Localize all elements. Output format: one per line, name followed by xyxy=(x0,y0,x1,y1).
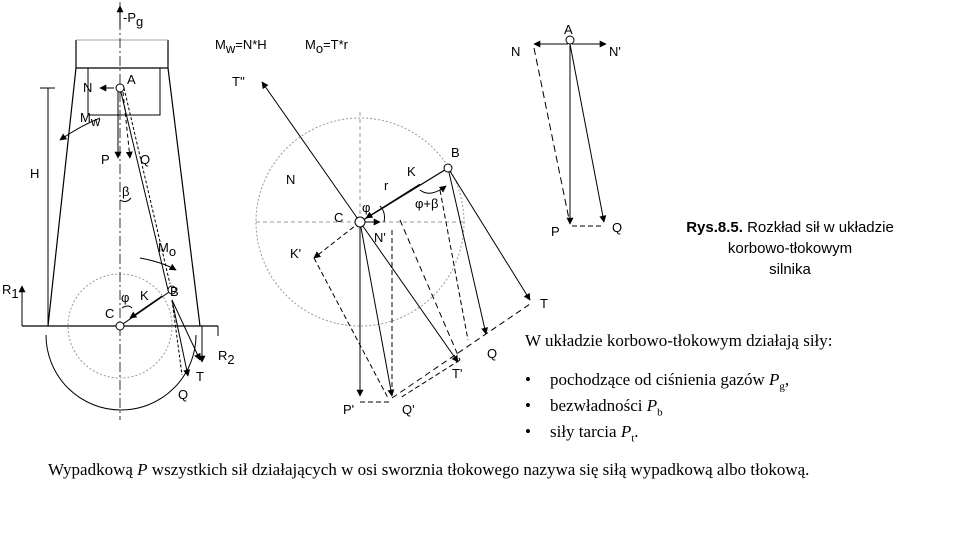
a-right-label: A xyxy=(564,22,573,37)
phi-middle-label: φ xyxy=(362,200,371,215)
formula-mw: Mw=N*H xyxy=(215,37,267,56)
list-item xyxy=(525,393,789,419)
mo-label: Mo xyxy=(158,240,177,259)
caption-text-1: Rozkład sił w układzie xyxy=(747,219,894,236)
r1-label: R1 xyxy=(2,282,19,301)
b-middle-label: B xyxy=(451,145,460,160)
force-subscript: g xyxy=(779,380,785,393)
r2-label: R2 xyxy=(218,348,235,367)
q-middle-label: Q xyxy=(487,346,498,361)
summary-after: wszystkich sił działających w osi sworznia tłokowego nazywa się siłą wypadkową albo tłokową. xyxy=(147,460,810,479)
list-item xyxy=(525,419,789,445)
bullet: • xyxy=(525,396,531,415)
phi-beta-label: φ+β xyxy=(415,196,439,211)
mw-label: Mw xyxy=(80,110,101,129)
p-prime-label: P' xyxy=(343,402,355,417)
summary-paragraph xyxy=(48,458,908,482)
r-label: r xyxy=(384,178,389,193)
crank-mechanism xyxy=(22,2,218,420)
c-middle-label: C xyxy=(334,210,344,225)
force-end: . xyxy=(634,422,639,441)
list-item xyxy=(525,367,789,393)
force-symbol: P xyxy=(620,422,632,441)
forces-list xyxy=(525,367,789,445)
caption-line-2: korbowo-tłokowym xyxy=(727,240,853,257)
b-left-label: B xyxy=(170,284,179,299)
phi-left-label: φ xyxy=(121,290,130,305)
force-text: siły tarcia xyxy=(550,422,621,441)
force-triangle xyxy=(534,36,606,226)
summary-before: Wypadkową xyxy=(48,460,138,479)
bullet: • xyxy=(525,370,531,389)
force-text: pochodzące od ciśnienia gazów xyxy=(550,370,770,389)
t-prime-label: T' xyxy=(452,366,463,381)
t-middle-label: T xyxy=(540,296,548,311)
k-middle-label: K xyxy=(407,164,416,179)
caption-line-3: silnika xyxy=(769,261,811,278)
force-symbol: P xyxy=(769,370,780,389)
k-prime-label: K' xyxy=(290,246,302,261)
q-bottom-label: Q xyxy=(178,387,189,402)
t-double-prime-label: T'' xyxy=(232,74,245,89)
force-symbol: P xyxy=(646,396,658,415)
force-text: bezwładności xyxy=(550,396,647,415)
intro-text: W układzie korbowo-tłokowym działają siły: xyxy=(525,331,833,350)
caption-line-1 xyxy=(660,217,920,238)
c-left-label: C xyxy=(105,306,115,321)
n-middle-label: N xyxy=(286,172,296,187)
force-subscript: t xyxy=(631,432,635,445)
n-right-label: N xyxy=(511,44,521,59)
p-right-label: P xyxy=(551,224,560,239)
summary-symbol: P xyxy=(137,460,148,479)
h-label: H xyxy=(30,166,40,181)
t-left-label: T xyxy=(196,369,204,384)
formula-mo: Mo=T*r xyxy=(305,37,348,56)
force-subscript: b xyxy=(657,406,663,419)
caption-number: Rys.8.5. xyxy=(686,219,743,236)
bullet: • xyxy=(525,422,531,441)
force-end: , xyxy=(784,370,790,389)
p-label: P xyxy=(101,152,110,167)
q-label: Q xyxy=(140,152,151,167)
n-label: N xyxy=(83,80,93,95)
beta-label: β xyxy=(122,184,130,199)
q-right-label: Q xyxy=(612,220,623,235)
n-prime-right-label: N' xyxy=(609,44,621,59)
pg-label: -Pg xyxy=(123,10,144,29)
q-prime-label: Q' xyxy=(402,402,415,417)
figure-caption xyxy=(660,217,920,280)
k-left-label: K xyxy=(140,288,149,303)
a-label: A xyxy=(127,72,136,87)
n-prime-middle-label: N' xyxy=(374,230,386,245)
